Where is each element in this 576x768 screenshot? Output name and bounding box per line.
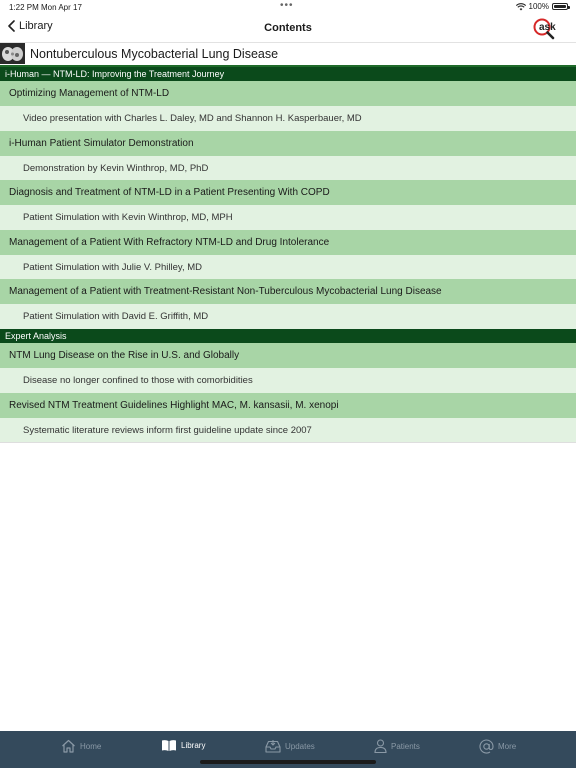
section-header: Expert Analysis	[0, 329, 576, 343]
list-item-subtitle[interactable]: Patient Simulation with Julie V. Philley, MD	[0, 255, 576, 280]
tab-label: Library	[181, 741, 206, 750]
book-title: Nontuberculous Mycobacterial Lung Disease	[30, 47, 279, 61]
list-item[interactable]: Diagnosis and Treatment of NTM-LD in a Patient Presenting With COPD	[0, 180, 576, 205]
tab-updates[interactable]	[265, 739, 315, 753]
tab-label: Patients	[391, 741, 420, 751]
contents-list	[0, 67, 576, 443]
tab-more[interactable]	[479, 739, 516, 754]
home-indicator[interactable]	[200, 760, 376, 764]
multitasking-dots-icon[interactable]: •••	[280, 0, 294, 11]
list-item-subtitle[interactable]: Patient Simulation with David E. Griffith, MD	[0, 304, 576, 329]
tab-label: Updates	[285, 741, 315, 751]
tab-label: More	[498, 742, 517, 751]
list-item[interactable]: Management of a Patient With Refractory NTM-LD and Drug Intolerance	[0, 230, 576, 255]
list-item[interactable]: Management of a Patient with Treatment-Resistant Non-Tuberculous Mycobacterial Lung Disease	[0, 279, 576, 304]
lung-scan-icon	[0, 43, 25, 64]
list-item[interactable]: i-Human Patient Simulator Demonstration	[0, 131, 576, 156]
book-cover-thumbnail	[0, 43, 25, 64]
inbox-icon	[265, 739, 281, 753]
list-item-subtitle[interactable]: Systematic literature reviews inform first guideline update since 2007	[0, 418, 576, 443]
list-item-subtitle[interactable]: Patient Simulation with Kevin Winthrop, MD, MPH	[0, 205, 576, 230]
person-icon	[374, 739, 387, 753]
battery-percent: 100%	[528, 2, 549, 11]
battery-icon	[552, 3, 568, 10]
list-item-subtitle[interactable]: Video presentation with Charles L. Daley, MD and Shannon H. Kasperbauer, MD	[0, 106, 576, 131]
status-indicators	[516, 2, 568, 11]
at-icon	[479, 739, 494, 754]
list-item[interactable]: NTM Lung Disease on the Rise in U.S. and Globally	[0, 343, 576, 368]
status-bar	[0, 0, 576, 14]
book-icon	[161, 739, 177, 752]
tab-library[interactable]	[161, 739, 205, 752]
list-item[interactable]: Revised NTM Treatment Guidelines Highlight MAC, M. kansasii, M. xenopi	[0, 393, 576, 418]
list-item[interactable]: Optimizing Management of NTM-LD	[0, 81, 576, 106]
wifi-icon	[516, 3, 526, 11]
tab-home[interactable]	[61, 739, 101, 753]
status-time: 1:22 PM	[9, 3, 39, 12]
navigation-bar	[0, 14, 576, 43]
back-button-label: Library	[19, 20, 53, 32]
tab-label: Home	[80, 741, 102, 751]
ask-logo-text: ask	[539, 22, 556, 33]
list-divider	[0, 442, 576, 443]
tab-patients[interactable]	[374, 739, 420, 753]
section-header: i-Human — NTM-LD: Improving the Treatment Journey	[0, 67, 576, 81]
home-icon	[61, 739, 76, 753]
list-item-subtitle[interactable]: Demonstration by Kevin Winthrop, MD, PhD	[0, 156, 576, 181]
book-header	[0, 43, 576, 67]
ask-search-logo[interactable]	[532, 16, 566, 40]
list-item-subtitle[interactable]: Disease no longer confined to those with comorbidities	[0, 368, 576, 393]
status-date: Mon Apr 17	[41, 3, 82, 12]
page-title: Contents	[264, 22, 312, 34]
